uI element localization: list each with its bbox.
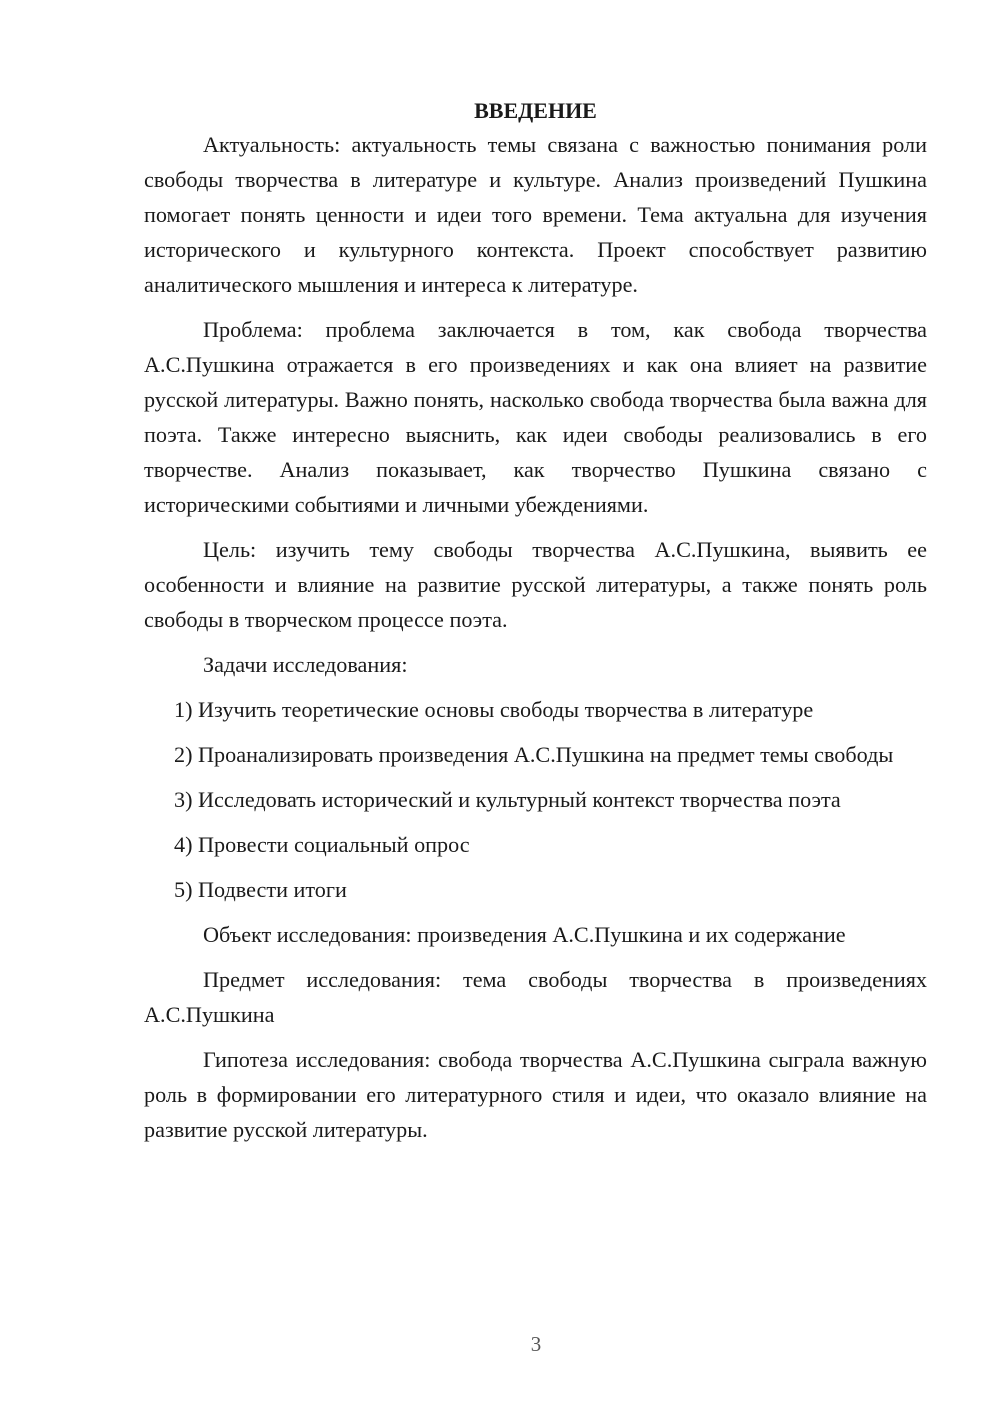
subject-paragraph: Предмет исследования: тема свободы творчества в произведениях А.С.Пушкина (144, 967, 927, 1027)
task-item: 1) Изучить теоретические основы свободы творчества в литературе (174, 697, 814, 722)
hypothesis-paragraph: Гипотеза исследования: свобода творчества А.С.Пушкина сыграла важную роль в формировании его литературного стиля и идеи, что оказало влияние на развитие русской литературы. (144, 1047, 927, 1142)
document-body (144, 95, 927, 1147)
section-heading: ВВЕДЕНИЕ (474, 98, 597, 123)
task-item: 5) Подвести итоги (174, 877, 347, 902)
page-number: 3 (530, 1332, 542, 1356)
object-paragraph: Объект исследования: произведения А.С.Пушкина и их содержание (203, 922, 846, 947)
task-item: 4) Провести социальный опрос (174, 832, 470, 857)
goal-paragraph: Цель: изучить тему свободы творчества А.С.Пушкина, выявить ее особенности и влияние на развитие русской литературы, а также понять роль свободы в творческом процессе поэта. (144, 537, 927, 632)
task-item: 2) Проанализировать произведения А.С.Пушкина на предмет темы свободы (174, 742, 894, 767)
problem-paragraph: Проблема: проблема заключается в том, как свобода творчества А.С.Пушкина отражается в его произведениях и как она влияет на развитие русской литературы. Важно понять, насколько свобода творчества была важна для поэта. Также интересно выяснить, как идеи свободы реализовались в его творчестве. Анализ показывает, как творчество Пушкина связано с историческими событиями и личными убеждениями. (144, 317, 927, 517)
tasks-heading: Задачи исследования: (203, 652, 408, 677)
task-item: 3) Исследовать исторический и культурный контекст творчества поэта (174, 787, 841, 812)
relevance-paragraph: Актуальность: актуальность темы связана с важностью понимания роли свободы творчества в литературе и культуре. Анализ произведений Пушкина помогает понять ценности и идеи того времени. Тема актуальна для изучения исторического и культурного контекста. Проект способствует развитию аналитического мышления и интереса к литературе. (144, 132, 927, 297)
task-list (144, 692, 927, 907)
